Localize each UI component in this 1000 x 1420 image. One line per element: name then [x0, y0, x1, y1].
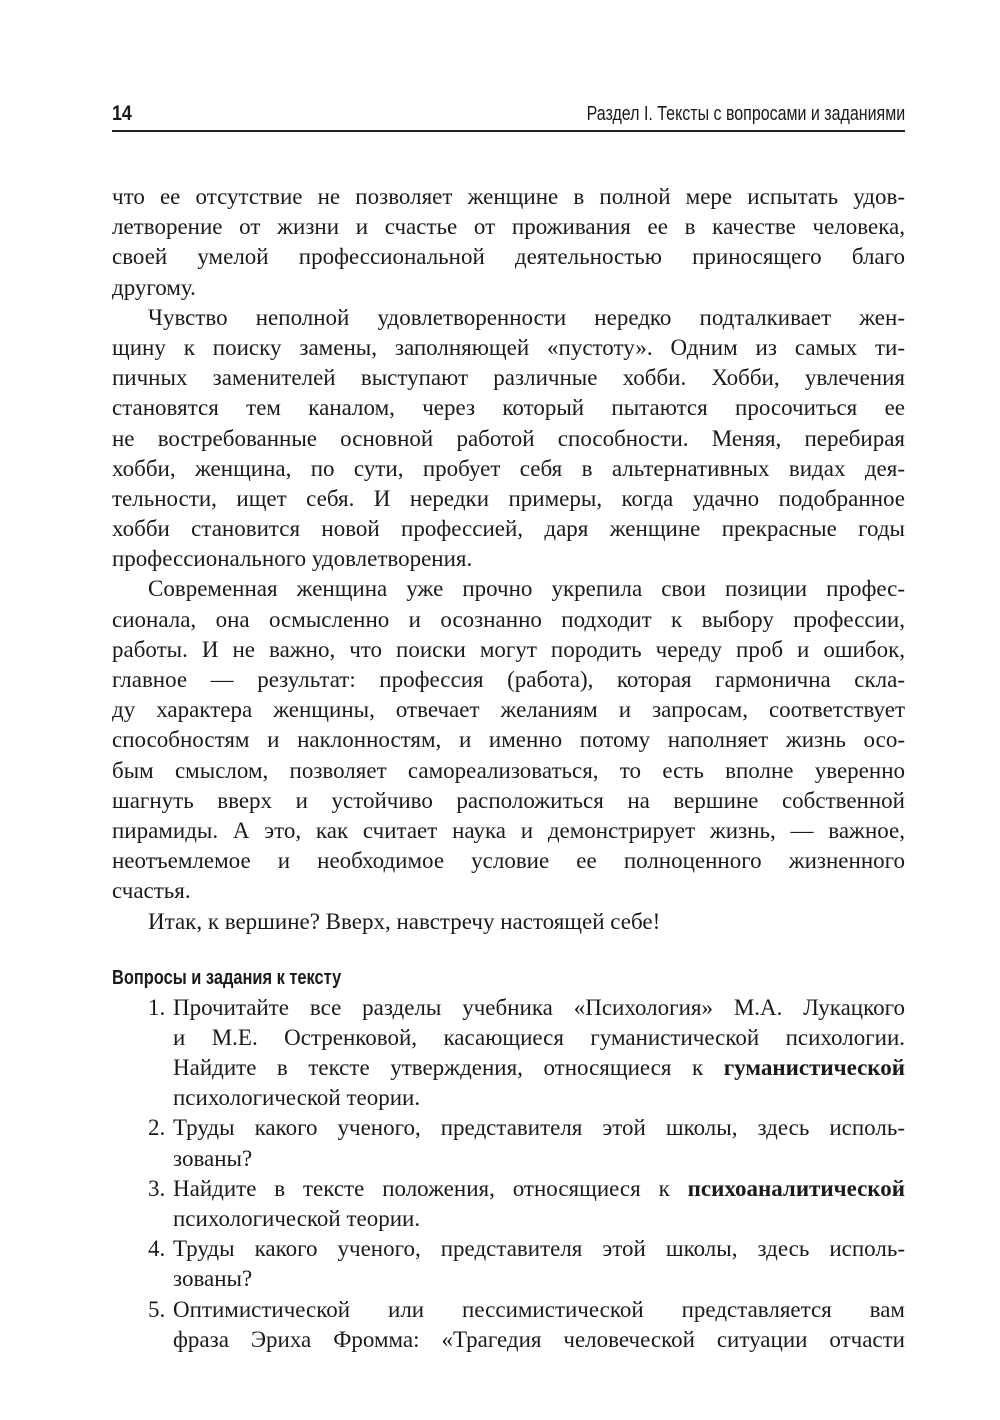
questions-heading: Вопросы и задания к тексту	[112, 966, 342, 989]
text-line: щину к поиску замены, заполняющей «пустоту». Одним из самых ти-	[112, 334, 905, 360]
text-line: летворение от жизни и счастье от проживания ее в качестве человека,	[112, 214, 905, 240]
text-line: Чувство неполной удовлетворенности нередко подталкивает жен-	[148, 304, 905, 330]
text-line	[173, 1174, 905, 1204]
line-text: фраза Эриха Фромма: «Трагедия человеческой ситуации отчасти	[173, 1326, 905, 1352]
text-line	[173, 1325, 905, 1355]
line-text: Труды какого ученого, представителя этой школы, здесь исполь-	[173, 1115, 905, 1141]
page-number: 14	[112, 102, 132, 125]
bold-term: гуманистической	[723, 1055, 905, 1081]
line-text: психологической теории.	[173, 1085, 421, 1111]
text-line	[173, 1144, 905, 1174]
text-line	[173, 1053, 905, 1083]
text-line	[173, 1234, 905, 1264]
line-text: Прочитайте все разделы учебника «Психология» М.А. Лукацкого	[173, 994, 905, 1020]
line-text: зованы?	[173, 1266, 253, 1292]
text-line: главное — результат: профессия (работа), которая гармонична скла-	[112, 667, 905, 692]
text-line: пичных заменителей выступают различные хобби. Хобби, увлечения	[112, 365, 905, 391]
text-line: пирамиды. А это, как считает наука и демонстрирует жизнь, — важное,	[112, 817, 905, 843]
text-line	[173, 1204, 905, 1234]
text-line: Итак, к вершине? Вверх, навстречу настоящей себе!	[148, 908, 661, 934]
text-line: ду характера женщины, отвечает желаниям и запросам, соответствует	[112, 697, 905, 723]
page-header	[112, 100, 905, 132]
line-text: Труды какого ученого, представителя этой школы, здесь исполь-	[173, 1236, 905, 1262]
paragraph	[112, 303, 905, 575]
text-line: профессионального удовлетворения.	[112, 546, 473, 572]
list-item	[112, 1234, 905, 1294]
text-line: Современная женщина уже прочно укрепила свои позиции профес-	[148, 576, 905, 602]
text-line: шагнуть вверх и устойчиво расположиться на вершине собственной	[112, 787, 905, 813]
paragraph	[112, 574, 905, 906]
text-line: другому.	[112, 274, 196, 300]
line-text: психологической теории.	[173, 1206, 421, 1231]
text-line	[173, 1083, 905, 1113]
text-line	[173, 1023, 905, 1053]
line-text: Найдите в тексте утверждения, относящиеся к	[173, 1055, 724, 1081]
bold-term: психоаналитической	[687, 1175, 905, 1201]
text-line: хобби, женщина, по сути, пробует себя в альтернативных видах дея-	[112, 455, 905, 481]
text-line: сионала, она осмысленно и осознанно подходит к выбору профессии,	[112, 606, 905, 632]
paragraph	[112, 907, 905, 937]
list-item-number: 4.	[148, 1236, 166, 1262]
list-item-number: 3.	[148, 1175, 166, 1201]
list-item	[112, 1295, 905, 1355]
body-text	[112, 182, 905, 937]
text-line: не востребованные основной работой способности. Меняя, перебирая	[112, 425, 905, 451]
list-item-number: 1.	[148, 994, 166, 1020]
text-line: хобби становится новой профессией, даря женщине прекрасные годы	[112, 516, 905, 542]
text-line: что ее отсутствие не позволяет женщине в полной мере испытать удов-	[112, 184, 905, 209]
text-line: неотъемлемое и необходимое условие ее полноценного жизненного	[112, 848, 905, 874]
text-line	[173, 1113, 905, 1143]
line-text: зованы?	[173, 1145, 253, 1171]
list-item	[112, 1113, 905, 1173]
line-text: Найдите в тексте положения, относящиеся к	[173, 1175, 688, 1201]
text-line: своей умелой профессиональной деятельностью приносящего благо	[112, 244, 905, 270]
page-body	[112, 182, 905, 1355]
line-text: и М.Е. Остренковой, касающиеся гуманистической психологии.	[173, 1024, 905, 1050]
text-line	[173, 993, 905, 1023]
list-item	[112, 993, 905, 1114]
line-text: Оптимистической или пессимистической представляется вам	[173, 1296, 905, 1322]
text-line: тельности, ищет себя. И нередки примеры, когда удачно подобранное	[112, 485, 905, 511]
text-line: бым смыслом, позволяет самореализоваться, то есть вполне уверенно	[112, 757, 905, 783]
questions-list	[112, 993, 905, 1355]
list-item-number: 2.	[148, 1115, 166, 1141]
paragraph	[112, 182, 905, 303]
text-line: работы. И не важно, что поиски могут породить череду проб и ошибок,	[112, 636, 905, 662]
text-line: становятся тем каналом, через который пытаются просочиться ее	[112, 395, 905, 421]
text-line	[173, 1295, 905, 1325]
text-line: способностям и наклонностям, и именно потому наполняет жизнь осо-	[112, 727, 905, 753]
list-item	[112, 1174, 905, 1234]
running-head: Раздел I. Тексты с вопросами и заданиями	[586, 103, 905, 125]
list-item-number: 5.	[148, 1296, 166, 1322]
text-line	[173, 1264, 905, 1294]
text-line: счастья.	[112, 878, 191, 904]
